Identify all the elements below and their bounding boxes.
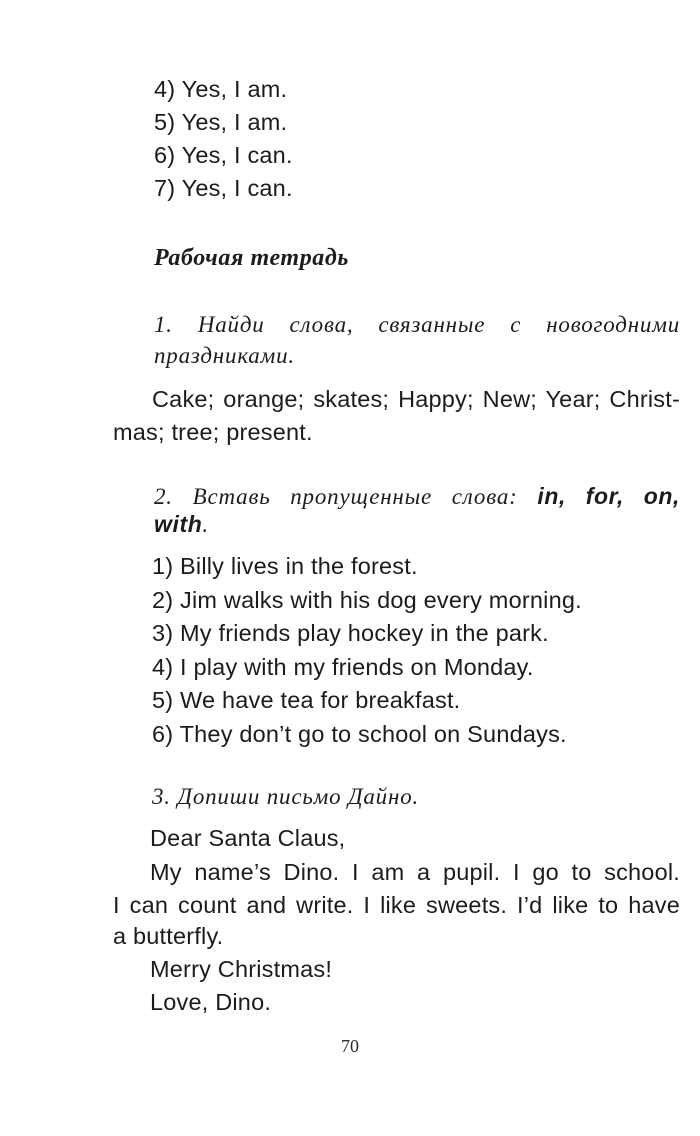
word-for: for, bbox=[585, 483, 624, 509]
letter-body-line3: a butterfly. bbox=[113, 923, 224, 949]
task1-answer-line1: Cake; orange; skates; Happy; New; Year; Christ- bbox=[152, 386, 680, 412]
task2-item-2: 2) Jim walks with his dog every morning. bbox=[152, 587, 582, 613]
task1-title-line2: праздниками. bbox=[154, 343, 295, 368]
task2-title-prefix: 2. Вставь пропущенные слова: bbox=[154, 484, 538, 509]
task2-title-line2 bbox=[154, 509, 209, 540]
word-in: in, bbox=[537, 483, 566, 509]
task2-item-6: 6) They don’t go to school on Sundays. bbox=[152, 721, 567, 747]
letter-body-line1: My name’s Dino. I am a pupil. I go to school. bbox=[150, 859, 680, 885]
task1-answer-line2: mas; tree; present. bbox=[113, 419, 313, 445]
answer-line-6: 6) Yes, I can. bbox=[154, 142, 293, 168]
section-heading: Рабочая тетрадь bbox=[154, 245, 349, 271]
letter-greeting: Dear Santa Claus, bbox=[150, 825, 346, 851]
task3-title: 3. Допиши письмо Дайно. bbox=[152, 784, 420, 809]
task2-title-end: . bbox=[202, 512, 209, 537]
task2-item-4: 4) I play with my friends on Monday. bbox=[152, 654, 534, 680]
task2-item-3: 3) My friends play hockey in the park. bbox=[152, 620, 549, 646]
letter-closing-1: Merry Christmas! bbox=[150, 956, 333, 982]
task2-title-line1 bbox=[154, 481, 680, 512]
task2-item-1: 1) Billy lives in the forest. bbox=[152, 553, 418, 579]
page-number: 70 bbox=[341, 1036, 359, 1056]
answer-line-5: 5) Yes, I am. bbox=[154, 109, 288, 135]
answer-line-7: 7) Yes, I can. bbox=[154, 175, 293, 201]
task1-title-line1: 1. Найди слова, связанные с новогодними bbox=[154, 312, 680, 337]
word-on: on, bbox=[643, 483, 680, 509]
letter-closing-2: Love, Dino. bbox=[150, 989, 272, 1015]
answer-line-4: 4) Yes, I am. bbox=[154, 76, 288, 102]
letter-body-line2: I can count and write. I like sweets. I’d like to have bbox=[113, 892, 680, 918]
word-with: with bbox=[154, 511, 203, 537]
task2-item-5: 5) We have tea for breakfast. bbox=[152, 687, 461, 713]
